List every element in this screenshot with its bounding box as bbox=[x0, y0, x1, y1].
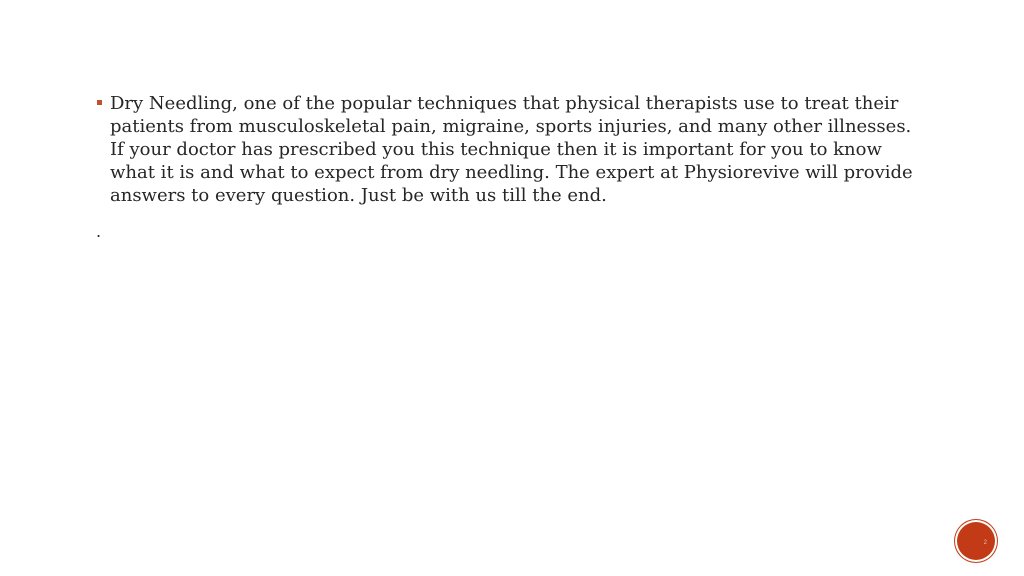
bullet-text: Dry Needling, one of the popular techniques that physical therapists use to treat their patients from musculoskeletal pain, migraine, sports injuries, and many other illnesses. If your doctor has prescribed you this technique then it is important for you to know what it is and what to expect from dry needling. The expert at Physiorevive will provide answers to every question. Just be with us till the end. bbox=[110, 93, 913, 206]
page-number-badge bbox=[957, 522, 995, 560]
square-bullet-icon bbox=[97, 100, 102, 105]
bullet-item bbox=[96, 92, 926, 207]
bullet-list bbox=[96, 92, 926, 207]
trailing-period: . bbox=[96, 222, 102, 241]
page-number: 2 bbox=[983, 540, 987, 546]
